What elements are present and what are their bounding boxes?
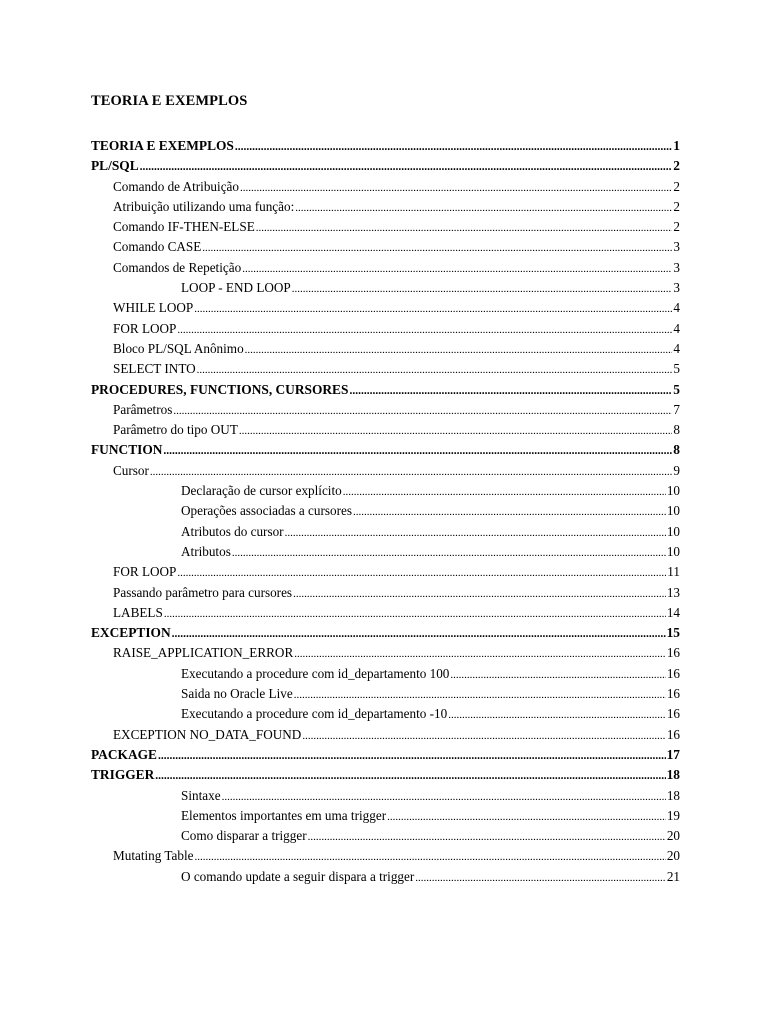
- toc-entry[interactable]: [91, 156, 680, 176]
- toc-entry[interactable]: [91, 826, 680, 846]
- toc-entry[interactable]: [91, 806, 680, 826]
- toc-entry[interactable]: [91, 298, 680, 318]
- toc-entry-label: Comando de Atribuição: [113, 178, 239, 194]
- toc-entry-page-number: 18: [666, 787, 680, 803]
- toc-entry-label: WHILE LOOP: [113, 300, 194, 316]
- toc-entry-label: Executando a procedure com id_departamento 100: [181, 665, 450, 681]
- toc-dot-leader: [292, 278, 673, 299]
- toc-dot-leader: [194, 298, 672, 319]
- toc-entry[interactable]: [91, 319, 680, 339]
- toc-dot-leader: [239, 420, 673, 441]
- toc-entry-label: Parâmetro do tipo OUT: [113, 422, 238, 438]
- toc-dot-leader: [295, 197, 672, 218]
- toc-entry-label: Comando IF-THEN-ELSE: [113, 219, 255, 235]
- toc-entry-label: Atributos do cursor: [181, 523, 284, 539]
- toc-dot-leader: [450, 664, 665, 685]
- toc-entry[interactable]: [91, 725, 680, 745]
- toc-entry-label: EXCEPTION: [91, 625, 171, 641]
- toc-entry-page-number: 10: [666, 543, 680, 559]
- toc-entry-page-number: 17: [666, 746, 680, 762]
- toc-entry-label: Comandos de Repetição: [113, 259, 242, 275]
- toc-entry[interactable]: [91, 765, 680, 785]
- toc-entry-page-number: 16: [666, 665, 680, 681]
- toc-dot-leader: [172, 623, 666, 644]
- toc-dot-leader: [302, 725, 665, 746]
- toc-dot-leader: [308, 826, 666, 847]
- toc-entry-page-number: 4: [673, 320, 680, 336]
- toc-entry-page-number: 10: [666, 483, 680, 499]
- toc-entry[interactable]: [91, 136, 680, 156]
- toc-entry-label: PROCEDURES, FUNCTIONS, CURSORES: [91, 381, 349, 397]
- toc-dot-leader: [240, 177, 672, 198]
- toc-entry[interactable]: [91, 704, 680, 724]
- toc-entry-label: Parâmetros: [113, 401, 173, 417]
- toc-dot-leader: [202, 237, 672, 258]
- toc-entry-label: EXCEPTION NO_DATA_FOUND: [113, 726, 302, 742]
- toc-entry-label: Atributos: [181, 543, 231, 559]
- table-of-contents: [91, 136, 680, 887]
- toc-entry-page-number: 8: [673, 422, 680, 438]
- toc-entry[interactable]: [91, 339, 680, 359]
- toc-entry-label: TEORIA E EXEMPLOS: [91, 138, 234, 153]
- toc-dot-leader: [245, 339, 673, 360]
- toc-dot-leader: [294, 643, 666, 664]
- toc-dot-leader: [163, 440, 672, 461]
- toc-entry-page-number: 9: [673, 462, 680, 478]
- toc-entry-page-number: 4: [673, 300, 680, 316]
- toc-entry[interactable]: [91, 481, 680, 501]
- toc-dot-leader: [158, 745, 666, 766]
- toc-dot-leader: [173, 400, 672, 421]
- toc-entry[interactable]: [91, 278, 680, 298]
- toc-dot-leader: [197, 359, 673, 380]
- toc-entry-label: Cursor: [113, 462, 149, 478]
- toc-dot-leader: [155, 765, 665, 786]
- toc-entry[interactable]: [91, 542, 680, 562]
- toc-entry-label: SELECT INTO: [113, 361, 196, 377]
- toc-entry-page-number: 3: [673, 280, 680, 296]
- toc-entry[interactable]: [91, 846, 680, 866]
- toc-entry-page-number: 14: [666, 604, 680, 620]
- toc-entry-page-number: 13: [666, 584, 680, 600]
- toc-entry-page-number: 5: [673, 361, 680, 377]
- toc-entry-label: Comando CASE: [113, 239, 202, 255]
- toc-entry-label: Executando a procedure com id_departamento -10: [181, 706, 448, 722]
- toc-entry-label: Operações associadas a cursores: [181, 503, 352, 519]
- toc-dot-leader: [387, 806, 666, 827]
- toc-dot-leader: [140, 156, 673, 177]
- toc-entry-page-number: 20: [666, 848, 680, 864]
- toc-dot-leader: [294, 684, 666, 705]
- toc-entry[interactable]: [91, 583, 680, 603]
- toc-dot-leader: [293, 583, 666, 604]
- toc-entry-page-number: 2: [673, 158, 680, 174]
- toc-entry-page-number: 11: [667, 564, 680, 580]
- toc-dot-leader: [415, 867, 666, 888]
- toc-entry-label: LABELS: [113, 604, 163, 620]
- toc-entry[interactable]: [91, 217, 680, 237]
- toc-dot-leader: [285, 522, 666, 543]
- toc-entry-page-number: 21: [666, 868, 680, 884]
- toc-entry-page-number: 10: [666, 523, 680, 539]
- toc-entry-page-number: 3: [673, 239, 680, 255]
- toc-entry[interactable]: [91, 420, 680, 440]
- toc-entry-label: RAISE_APPLICATION_ERROR: [113, 645, 294, 661]
- toc-entry[interactable]: [91, 359, 680, 379]
- toc-dot-leader: [195, 846, 666, 867]
- toc-entry[interactable]: [91, 522, 680, 542]
- toc-entry[interactable]: [91, 177, 680, 197]
- toc-dot-leader: [177, 562, 666, 583]
- toc-entry-page-number: 19: [666, 807, 680, 823]
- toc-entry-label: TRIGGER: [91, 767, 155, 783]
- toc-entry-label: PACKAGE: [91, 746, 157, 762]
- toc-entry-page-number: 2: [673, 198, 680, 214]
- toc-entry[interactable]: [91, 440, 680, 460]
- toc-dot-leader: [235, 136, 672, 157]
- toc-dot-leader: [232, 542, 666, 563]
- toc-entry-label: Bloco PL/SQL Anônimo: [113, 340, 244, 356]
- toc-entry-page-number: 18: [666, 767, 680, 783]
- toc-entry-page-number: 2: [673, 219, 680, 235]
- toc-entry[interactable]: [91, 562, 680, 582]
- toc-dot-leader: [177, 319, 672, 340]
- toc-dot-leader: [448, 704, 666, 725]
- toc-entry-label: Sintaxe: [181, 787, 221, 803]
- toc-entry[interactable]: [91, 501, 680, 521]
- toc-entry[interactable]: [91, 623, 680, 643]
- toc-entry-page-number: 5: [673, 381, 680, 397]
- toc-entry-page-number: 7: [673, 401, 680, 417]
- toc-entry-page-number: 10: [666, 503, 680, 519]
- toc-entry[interactable]: [91, 258, 680, 278]
- document-title: TEORIA E EXEMPLOS: [91, 93, 248, 109]
- toc-entry-label: Declaração de cursor explícito: [181, 483, 342, 499]
- toc-entry-page-number: 3: [673, 259, 680, 275]
- toc-entry[interactable]: [91, 400, 680, 420]
- toc-entry-label: PL/SQL: [91, 158, 139, 174]
- toc-entry[interactable]: [91, 745, 680, 765]
- toc-entry[interactable]: [91, 197, 680, 217]
- toc-entry-label: Mutating Table: [113, 848, 194, 864]
- toc-entry-page-number: 16: [666, 726, 680, 742]
- toc-dot-leader: [353, 501, 666, 522]
- toc-entry[interactable]: [91, 867, 680, 887]
- toc-dot-leader: [256, 217, 673, 238]
- toc-dot-leader: [222, 786, 666, 807]
- toc-entry-label: Atribuição utilizando uma função:: [113, 198, 295, 214]
- toc-entry[interactable]: [91, 684, 680, 704]
- toc-entry-page-number: 16: [666, 645, 680, 661]
- toc-entry-label: Elementos importantes em uma trigger: [181, 807, 387, 823]
- toc-entry[interactable]: [91, 786, 680, 806]
- toc-entry-page-number: 20: [666, 828, 680, 844]
- toc-dot-leader: [349, 380, 672, 401]
- toc-dot-leader: [150, 461, 673, 482]
- toc-entry-label: Passando parâmetro para cursores: [113, 584, 293, 600]
- toc-entry-page-number: 16: [666, 686, 680, 702]
- toc-dot-leader: [343, 481, 666, 502]
- toc-entry[interactable]: [91, 664, 680, 684]
- toc-entry-page-number: 8: [673, 442, 680, 458]
- toc-entry[interactable]: [91, 380, 680, 400]
- toc-entry-label: Como disparar a trigger: [181, 828, 307, 844]
- toc-entry-page-number: 2: [673, 178, 680, 194]
- toc-entry[interactable]: [91, 237, 680, 257]
- toc-entry-page-number: 1: [673, 138, 680, 153]
- toc-entry-label: FUNCTION: [91, 442, 163, 458]
- toc-entry-label: Saida no Oracle Live: [181, 686, 293, 702]
- toc-entry-label: O comando update a seguir dispara a trigger: [181, 868, 415, 884]
- toc-entry-page-number: 4: [673, 340, 680, 356]
- toc-entry-label: LOOP - END LOOP: [181, 280, 291, 296]
- toc-entry[interactable]: [91, 603, 680, 623]
- toc-entry[interactable]: [91, 461, 680, 481]
- toc-entry-label: FOR LOOP: [113, 320, 177, 336]
- toc-entry-page-number: 15: [666, 625, 680, 641]
- toc-entry-page-number: 16: [666, 706, 680, 722]
- toc-entry-label: FOR LOOP: [113, 564, 177, 580]
- toc-entry[interactable]: [91, 643, 680, 663]
- toc-dot-leader: [242, 258, 672, 279]
- toc-dot-leader: [164, 603, 666, 624]
